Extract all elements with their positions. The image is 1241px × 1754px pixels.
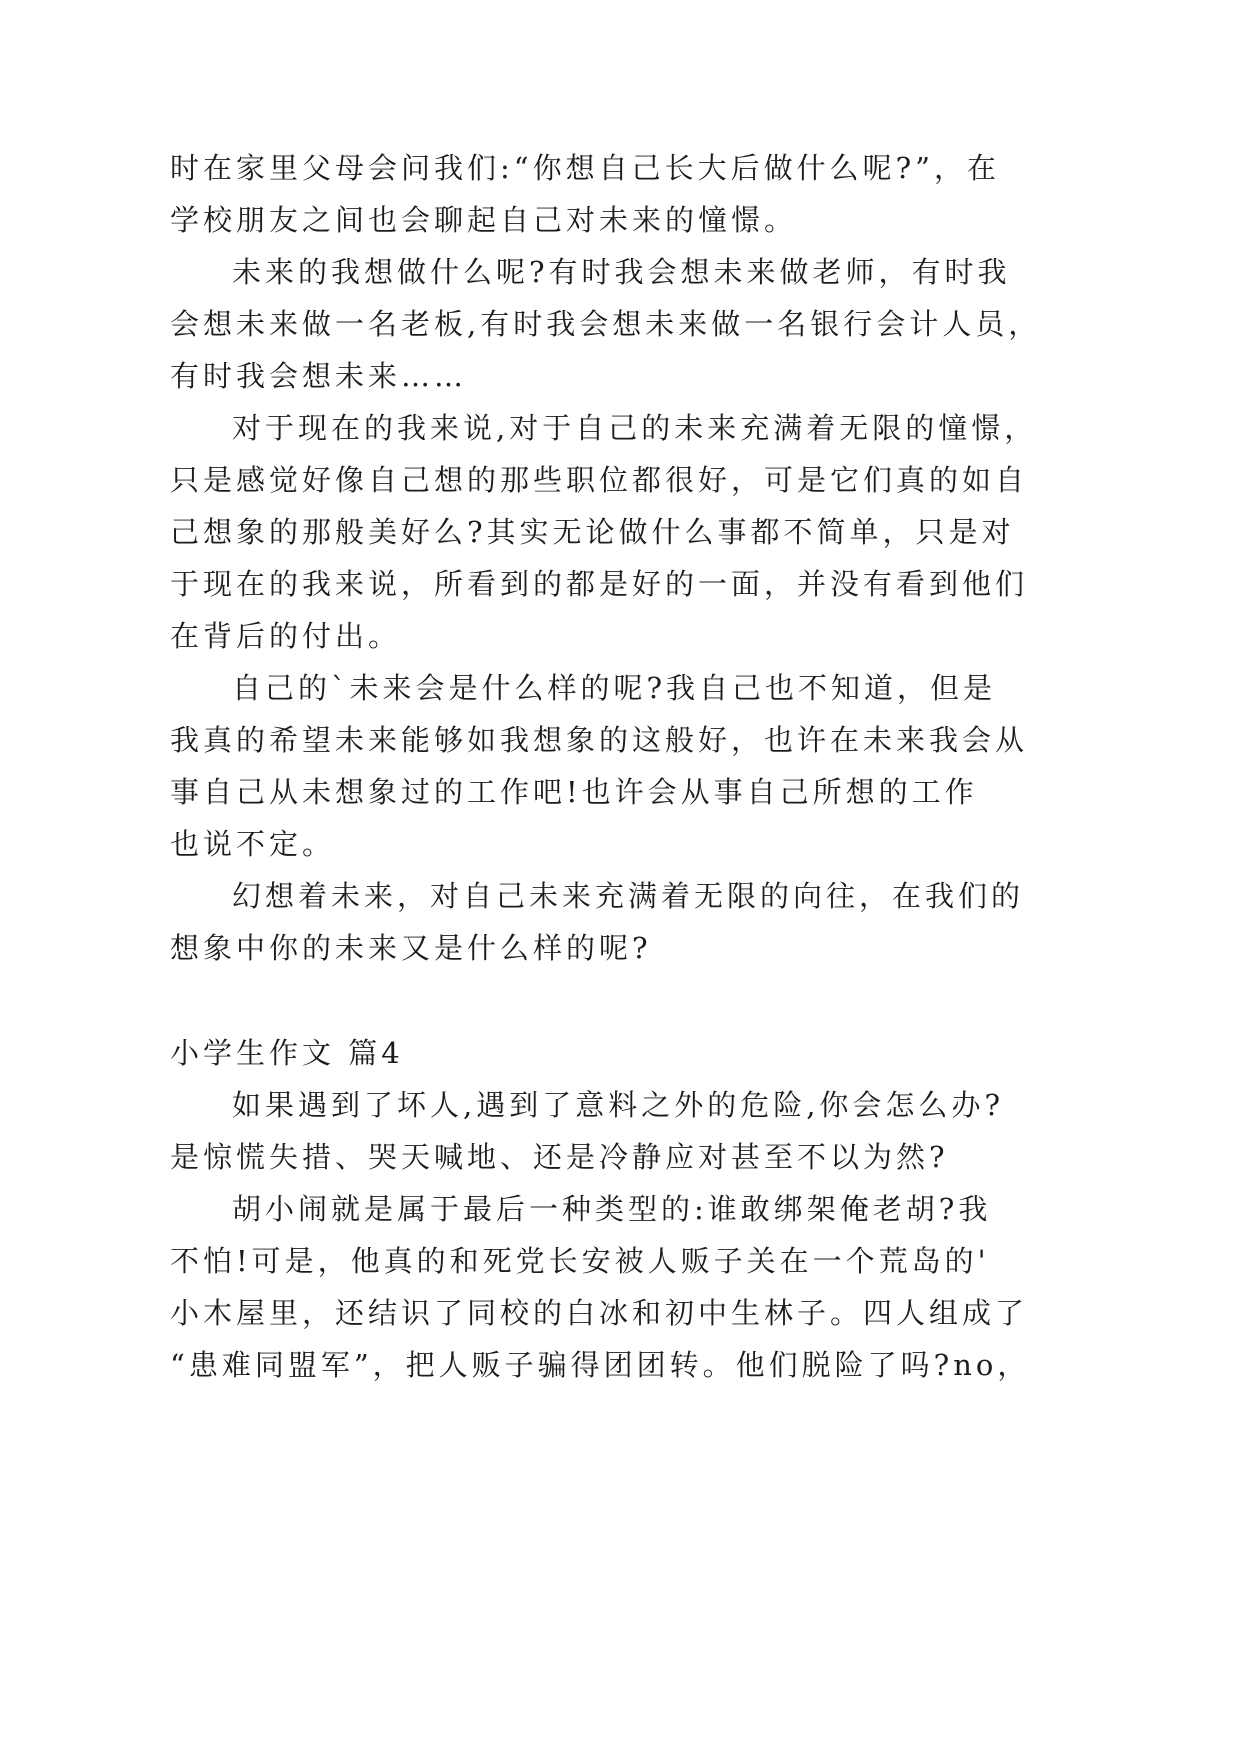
- text-line: 于现在的我来说，所看到的都是好的一面，并没有看到他们: [170, 567, 1029, 601]
- text-line: 只是感觉好像自己想的那些职位都很好，可是它们真的如自: [170, 463, 1029, 497]
- text-line: 对于现在的我来说,对于自己的未来充满着无限的憧憬，: [232, 411, 1038, 445]
- text-line: 是惊慌失措、哭天喊地、还是冷静应对甚至不以为然?: [170, 1140, 949, 1174]
- text-line: 事自己从未想象过的工作吧!也许会从事自己所想的工作: [170, 775, 978, 809]
- text-line: 有时我会想未来……: [170, 359, 468, 393]
- section-heading: 小学生作文 篇4: [170, 1036, 404, 1070]
- text-line: 己想象的那般美好么?其实无论做什么事都不简单，只是对: [170, 515, 1015, 549]
- text-line: 会想未来做一名老板,有时我会想未来做一名银行会计人员，: [170, 307, 1042, 341]
- text-line: 也说不定。: [170, 827, 336, 861]
- text-line: 如果遇到了坏人,遇到了意料之外的危险,你会怎么办?: [232, 1088, 1004, 1122]
- text-line: 我真的希望未来能够如我想象的这般好，也许在未来我会从: [170, 723, 1029, 757]
- text-line: “患难同盟军”，把人贩子骗得团团转。他们脱险了吗?no，: [170, 1348, 1031, 1382]
- text-line: 小木屋里，还结识了同校的白冰和初中生林子。四人组成了: [170, 1296, 1029, 1330]
- text-line: 未来的我想做什么呢?有时我会想未来做老师，有时我: [232, 255, 1011, 289]
- text-line: 自己的`未来会是什么样的呢?我自己也不知道，但是: [232, 671, 997, 705]
- text-line: 时在家里父母会问我们:“你想自己长大后做什么呢?”，在: [170, 151, 1000, 185]
- text-line: 想象中你的未来又是什么样的呢?: [170, 931, 652, 965]
- text-line: 学校朋友之间也会聊起自己对未来的憧憬。: [170, 203, 798, 237]
- text-line: 不怕!可是，他真的和死党长安被人贩子关在一个荒岛的': [170, 1244, 990, 1278]
- text-line: 胡小闹就是属于最后一种类型的:谁敢绑架俺老胡?我: [232, 1192, 992, 1226]
- text-line: 幻想着未来，对自己未来充满着无限的向往，在我们的: [232, 879, 1025, 913]
- text-line: 在背后的付出。: [170, 619, 402, 653]
